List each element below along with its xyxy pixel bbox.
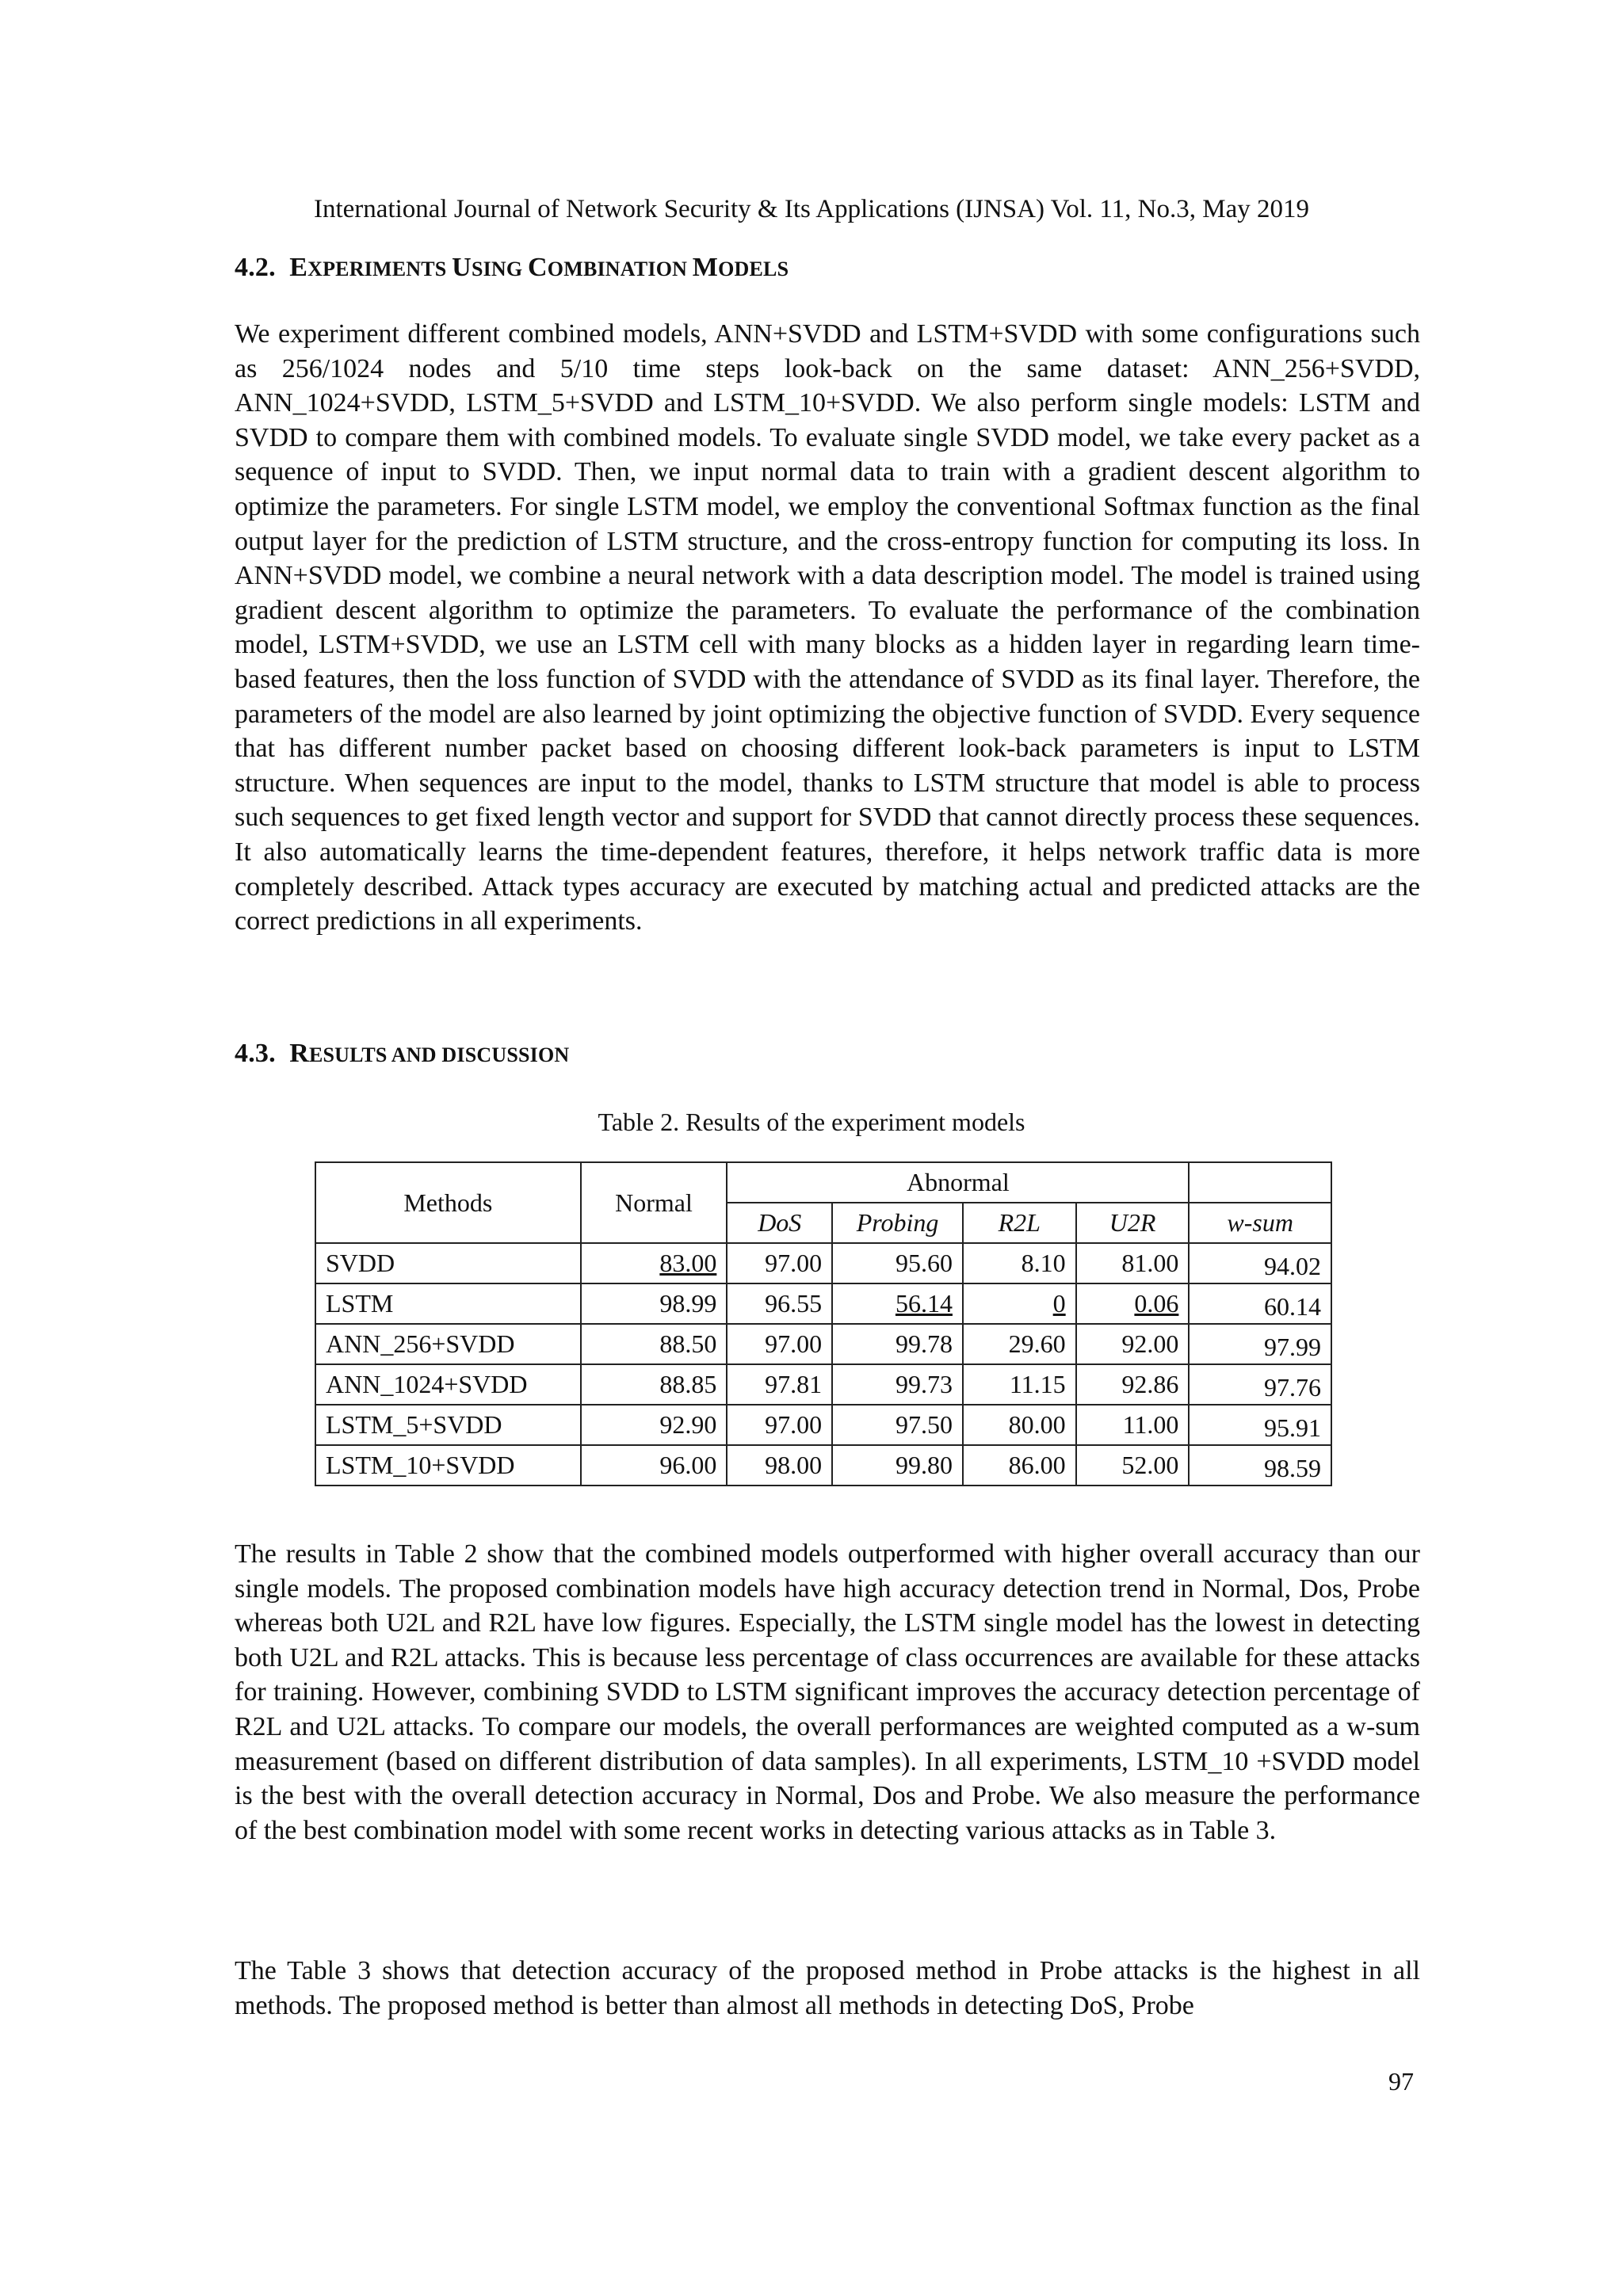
section-number: 4.2. [235, 253, 276, 282]
cell-wsum: 97.99 [1189, 1324, 1331, 1364]
header-r2l: R2L [963, 1203, 1076, 1243]
cell-probing: 99.78 [832, 1324, 963, 1364]
table-row [315, 1364, 1331, 1405]
table-row [315, 1324, 1331, 1364]
cell-dos: 97.81 [727, 1364, 832, 1405]
section-heading-4-3: 4.3. RESULTS AND DISCUSSION [235, 1039, 570, 1068]
cell-probing: 97.50 [832, 1405, 963, 1445]
cell-u2r: 52.00 [1076, 1445, 1190, 1486]
table-row [315, 1283, 1331, 1324]
cell-r2l: 29.60 [963, 1324, 1076, 1364]
page-number: 97 [1388, 2067, 1414, 2096]
header-dos: DoS [727, 1203, 832, 1243]
header-methods: Methods [315, 1162, 581, 1243]
cell-u2r: 92.86 [1076, 1364, 1190, 1405]
cell-u2r: 11.00 [1076, 1405, 1190, 1445]
cell-normal: 98.99 [581, 1283, 727, 1324]
cell-method: LSTM_5+SVDD [315, 1405, 581, 1445]
section-number: 4.3. [235, 1039, 276, 1068]
cell-normal: 88.50 [581, 1324, 727, 1364]
cell-dos: 97.00 [727, 1243, 832, 1283]
cell-dos: 97.00 [727, 1405, 832, 1445]
cell-dos: 97.00 [727, 1324, 832, 1364]
cell-wsum: 60.14 [1189, 1283, 1331, 1324]
cell-dos: 96.55 [727, 1283, 832, 1324]
cell-probing: 56.14 [832, 1283, 963, 1324]
table-caption: Table 2. Results of the experiment models [598, 1108, 1025, 1136]
table-row [315, 1243, 1331, 1283]
paragraph-table-3: The Table 3 shows that detection accuracy of the proposed method in Probe attacks is the highest in all methods. The proposed method is better than almost all methods in detecting DoS, Probe [235, 1956, 1420, 2020]
header-wsum: w-sum [1189, 1203, 1331, 1243]
cell-probing: 99.80 [832, 1445, 963, 1486]
cell-u2r: 0.06 [1076, 1283, 1190, 1324]
results-table [315, 1161, 1332, 1486]
paragraph-experiments: We experiment different combined models, ANN+SVDD and LSTM+SVDD with some configurations such as 256/1024 nodes and 5/10 time steps look-back on the same dataset: ANN_256+SVDD, ANN_1024+SVDD, LSTM_5+SVDD and LSTM_10+SVDD. We also perform single models: LSTM and SVDD to compare them with combined models. To evaluate single SVDD model, we take every packet as a sequence of input to SVDD. Then, we input normal data to train with a gradient descent algorithm to optimize the parameters. For single LSTM model, we employ the conventional Softmax function as the final output layer for the prediction of LSTM structure, and the cross-entropy function for computing its loss. In ANN+SVDD model, we combine a neural network with a data description model. The model is trained using gradient descent algorithm to optimize the parameters. To evaluate the performance of the combination model, LSTM+SVDD, we use an LSTM cell with many blocks as a hidden layer in regarding learn time-based features, then the loss function of SVDD with the attendance of SVDD as its final layer. Therefore, the parameters of the model are also learned by joint optimizing the objective function of SVDD. Every sequence that has different number packet based on choosing different look-back parameters is input to LSTM structure. When sequences are input to the model, thanks to LSTM structure that model is able to process such sequences to get fixed length vector and support for SVDD that cannot directly process these sequences. It also automatically learns the time-dependent features, therefore, it helps network traffic data is more completely described. Attack types accuracy are executed by matching actual and predicted attacks are the correct predictions in all experiments. [235, 319, 1420, 936]
journal-header: International Journal of Network Security & Its Applications (IJNSA) Vol. 11, No.3, May 2019 [314, 195, 1309, 223]
cell-wsum: 97.76 [1189, 1364, 1331, 1405]
cell-normal: 96.00 [581, 1445, 727, 1486]
cell-r2l: 80.00 [963, 1405, 1076, 1445]
header-abnormal: Abnormal [727, 1162, 1189, 1203]
cell-probing: 99.73 [832, 1364, 963, 1405]
cell-method: LSTM_10+SVDD [315, 1445, 581, 1486]
cell-method: LSTM [315, 1283, 581, 1324]
cell-wsum: 95.91 [1189, 1405, 1331, 1445]
cell-normal: 83.00 [581, 1243, 727, 1283]
cell-wsum: 94.02 [1189, 1243, 1331, 1283]
cell-method: SVDD [315, 1243, 581, 1283]
header-probing: Probing [832, 1203, 963, 1243]
header-u2r: U2R [1076, 1203, 1190, 1243]
cell-dos: 98.00 [727, 1445, 832, 1486]
paragraph-results-discussion: The results in Table 2 show that the combined models outperformed with higher overall accuracy than our single models. The proposed combination models have high accuracy detection trend in Normal, Dos, Probe whereas both U2L and R2L have low figures. Especially, the LSTM single model has the lowest in detecting both U2L and R2L attacks. This is because less percentage of class occurrences are available for these attacks for training. However, combining SVDD to LSTM significant improves the accuracy detection percentage of R2L and U2L attacks. To compare our models, the overall performances are weighted computed as a w-sum measurement (based on different distribution of data samples). In all experiments, LSTM_10 +SVDD model is the best with the overall detection accuracy in Normal, Dos and Probe. We also measure the performance of the best combination model with some recent works in detecting various attacks as in Table 3. [235, 1539, 1420, 1845]
cell-r2l: 86.00 [963, 1445, 1076, 1486]
cell-method: ANN_1024+SVDD [315, 1364, 581, 1405]
cell-method: ANN_256+SVDD [315, 1324, 581, 1364]
section-heading-4-2: 4.2. EXPERIMENTS USING COMBINATION MODELS [235, 253, 789, 282]
cell-normal: 88.85 [581, 1364, 727, 1405]
cell-normal: 92.90 [581, 1405, 727, 1445]
header-empty [1189, 1162, 1331, 1203]
cell-wsum: 98.59 [1189, 1445, 1331, 1486]
table-header-row [315, 1162, 1331, 1203]
cell-r2l: 8.10 [963, 1243, 1076, 1283]
cell-r2l: 0 [963, 1283, 1076, 1324]
table-row [315, 1405, 1331, 1445]
cell-u2r: 92.00 [1076, 1324, 1190, 1364]
cell-probing: 95.60 [832, 1243, 963, 1283]
cell-r2l: 11.15 [963, 1364, 1076, 1405]
table-row [315, 1445, 1331, 1486]
header-normal: Normal [581, 1162, 727, 1243]
cell-u2r: 81.00 [1076, 1243, 1190, 1283]
